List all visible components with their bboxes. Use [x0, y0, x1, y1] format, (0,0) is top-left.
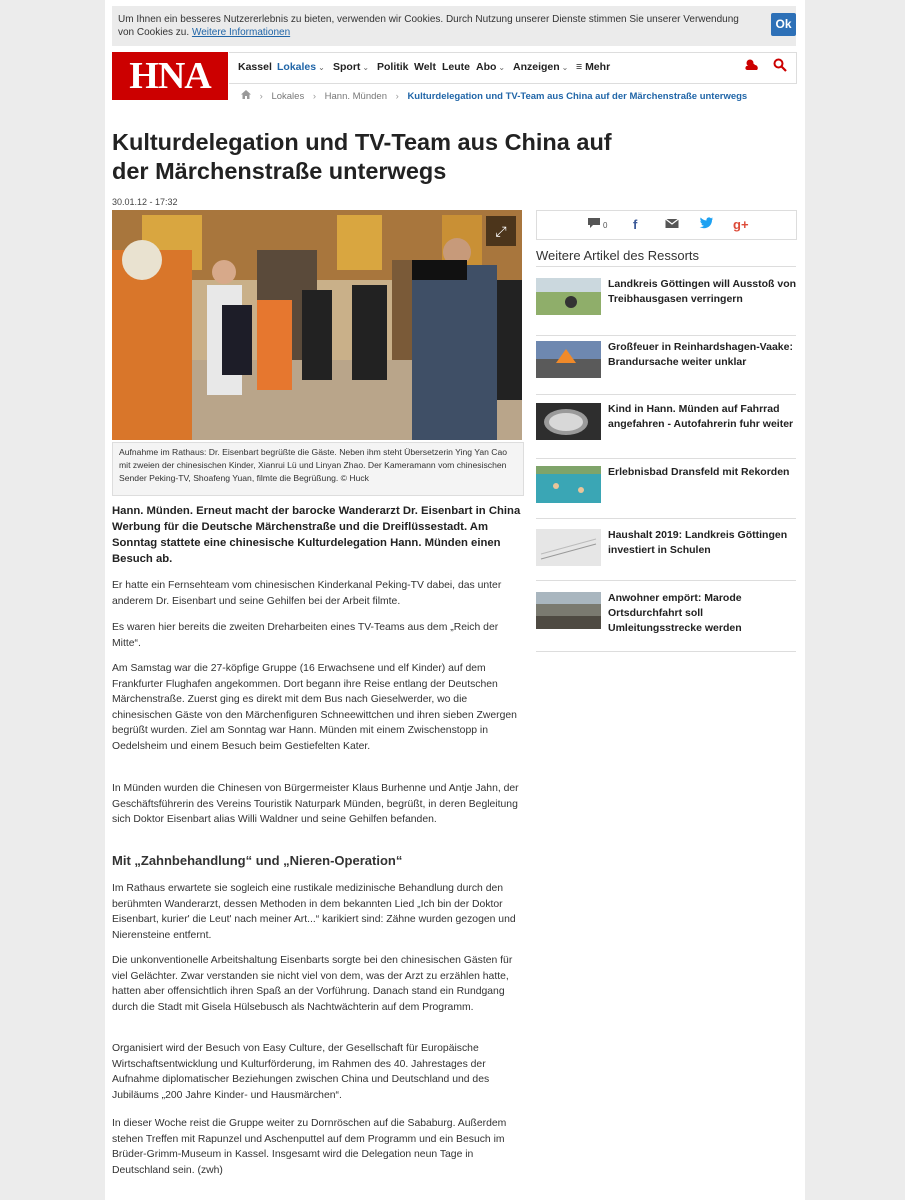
- nav-sport[interactable]: [333, 61, 369, 73]
- cookie-text-block: [118, 13, 748, 39]
- nav-politik[interactable]: Politik: [377, 61, 409, 73]
- nav-kassel[interactable]: Kassel: [238, 61, 272, 73]
- paragraph-1: Er hatte ein Fernsehteam vom chinesischen Kinderkanal Peking-TV dabei, das unter anderem Dr. Eisenbart und seine Gehilfen bei der Arbeit filmte.: [112, 580, 502, 607]
- home-icon[interactable]: [241, 91, 254, 102]
- share-bar: [536, 210, 797, 240]
- related-article-1[interactable]: [536, 278, 796, 318]
- related-article-6[interactable]: [536, 592, 796, 632]
- nav-leute[interactable]: Leute: [442, 61, 471, 73]
- related-title[interactable]: Großfeuer in Reinhardshagen-Vaake: Brandursache weiter unklar: [608, 341, 793, 368]
- breadcrumb-current: Kulturdelegation und TV-Team aus China auf der Märchenstraße unterwegs: [407, 91, 748, 102]
- chevron-down-icon: ⌄: [561, 63, 569, 72]
- paragraph-4: In Münden wurden die Chinesen von Bürgermeister Klaus Burhenne und Antje Jahn, der Geschäftsführerin des Vereins Touristik Naturpark Münden, begrüßt, in deren Begleitung sich Doktor Eisenbart alias Willi Waldner und seine Gehilfen befanden.: [112, 783, 519, 825]
- search-icon[interactable]: [773, 58, 787, 75]
- divider: [536, 651, 796, 652]
- page-title: Kulturdelegation und TV-Team aus China auf der Märchenstraße unterwegs: [112, 129, 612, 184]
- paragraph-6: Die unkonventionelle Arbeitshaltung Eisenbarts sorgte bei den chinesischen Gästen für viel Gelächter. Zwar verstanden sie nicht viel von dem, was der Arzt zu erzählen hatte, hatten aber offensichtlich ihren Spaß an der Vorführung. Danach stand ein Rundgang durch die Stadt mit Gisela Hülsebusch als Nachtwächterin auf dem Programm.: [112, 955, 513, 1013]
- nav-anzeigen-label: Anzeigen: [513, 61, 560, 73]
- nav-abo-label: Abo: [476, 61, 497, 73]
- thumb-illustration: [536, 529, 601, 566]
- related-article-5[interactable]: [536, 529, 796, 569]
- chevron-down-icon: ⌄: [318, 63, 325, 72]
- breadcrumb-hann-muenden[interactable]: Hann. Münden: [324, 91, 387, 102]
- menu-icon: ≡: [576, 61, 583, 73]
- breadcrumb: [241, 90, 753, 102]
- thumb-illustration: [536, 466, 601, 503]
- expand-icon[interactable]: ⤢: [486, 216, 516, 246]
- article-photo[interactable]: [112, 210, 522, 440]
- paragraph-2: Es waren hier bereits die zweiten Dreharbeiten eines TV-Teams aus dem „Reich der Mitte“.: [112, 622, 499, 649]
- photo-caption: Aufnahme im Rathaus: Dr. Eisenbart begrüßte die Gäste. Neben ihm steht Übersetzerin Ying Yan Cao mit zweien der chinesischen Kinder, Xianrui Lü und Linyan Zhao. Der Kameramann vom chinesischen Sender Peking-TV, Shoafeng Yuan, filmte die Begrüßung. © Huck: [112, 442, 524, 496]
- cookie-banner: [112, 6, 796, 46]
- divider: [536, 266, 796, 267]
- nav-anzeigen[interactable]: [513, 61, 568, 73]
- comment-icon-svg: [587, 217, 601, 229]
- twitter-icon-svg: [699, 217, 713, 229]
- facebook-icon[interactable]: f: [633, 217, 638, 232]
- thumb-illustration: [536, 341, 601, 378]
- comment-count: 0: [603, 221, 608, 230]
- mail-icon-svg: [665, 217, 679, 229]
- related-title[interactable]: Kind in Hann. Münden auf Fahrrad angefahren - Autofahrerin fuhr weiter: [608, 403, 794, 430]
- cookie-ok-button[interactable]: Ok: [771, 13, 796, 36]
- breadcrumb-separator: ›: [312, 91, 317, 102]
- search-icon-svg: [773, 58, 787, 72]
- related-thumb: [536, 529, 601, 566]
- chevron-down-icon: ⌄: [362, 63, 370, 72]
- related-article-2[interactable]: [536, 341, 796, 381]
- main-nav: [229, 52, 797, 84]
- related-article-4[interactable]: [536, 466, 796, 506]
- breadcrumb-separator: ›: [395, 91, 399, 102]
- thumb-illustration: [536, 278, 601, 315]
- related-title[interactable]: Landkreis Göttingen will Ausstoß von Treibhausgasen verringern: [608, 278, 797, 305]
- divider: [536, 394, 796, 395]
- paragraph-5: Im Rathaus erwartete sie sogleich eine rustikale medizinische Behandlung durch den berühmten Wanderarzt, dessen Methoden in dem bekannten Lied „Ich bin der Doktor Eisenbart, kurier' die Leut' nach meiner Art...“ karikiert sind: Zähne wurden gezogen und Nierensteine entfernt.: [112, 883, 516, 941]
- comment-icon[interactable]: [587, 217, 601, 232]
- google-plus-icon[interactable]: g+: [733, 217, 749, 232]
- paragraph-8: In dieser Woche reist die Gruppe weiter zu Dornröschen auf die Sababurg. Außerdem stehen Treffen mit Rapunzel und Aschenputtel auf dem Programm und ein Besuch im Brüder-Grimm-Museum in Kassel. Insgesamt wird die Delegation neun Tage in Deutschland sein. (zwh): [112, 1118, 507, 1176]
- nav-lokales[interactable]: [277, 61, 325, 73]
- related-thumb: [536, 592, 601, 629]
- related-thumb: [536, 341, 601, 378]
- thumb-illustration: [536, 592, 601, 629]
- related-title[interactable]: Erlebnisbad Dransfeld mit Rekorden: [608, 466, 790, 478]
- mail-icon[interactable]: [665, 217, 679, 232]
- related-title[interactable]: Anwohner empört: Marode Ortsdurchfahrt soll Umleitungsstrecke werden: [608, 592, 742, 634]
- page: [105, 0, 805, 1200]
- nav-sport-label: Sport: [333, 61, 361, 73]
- divider: [536, 518, 796, 519]
- nav-abo[interactable]: [476, 61, 505, 73]
- related-thumb: [536, 466, 601, 503]
- divider: [536, 335, 796, 336]
- article-lead: Hann. Münden. Erneut macht der barocke Wanderarzt Dr. Eisenbart in China Werbung für die Deutsche Märchenstraße und die Dreiflüssestadt. Am Sonntag stattete eine chinesische Kulturdelegation Hann. Münden einen Besuch ab.: [112, 505, 521, 565]
- weather-icon-svg: [744, 58, 760, 72]
- paragraph-3: Am Samstag war die 27-köpfige Gruppe (16 Erwachsene und elf Kinder) auf dem Frankfurter Flughafen angekommen. Dort begann ihre Reise entlang der Deutschen Märchenstraße. Zuerst ging es direkt mit dem Bus nach Gieselwerder, wo die chinesischen Gäste von den Märchenfiguren Schneewittchen und ihren sieben Zwergen begrüßt wurden. Ziel am Sonntag war Hann. Münden mit einem Zwischenstopp in Oedelsheim und einem Besuch beim Gestiefelten Kater.: [112, 663, 517, 752]
- hna-logo[interactable]: HNA: [112, 52, 228, 100]
- home-icon-svg: [241, 90, 251, 99]
- twitter-icon[interactable]: [699, 217, 713, 232]
- nav-lokales-label: Lokales: [277, 61, 317, 73]
- nav-welt[interactable]: Welt: [414, 61, 436, 73]
- chevron-down-icon: ⌄: [498, 63, 506, 72]
- article-subheading: Mit „Zahnbehandlung“ und „Nieren-Operation“: [112, 853, 403, 868]
- related-thumb: [536, 403, 601, 440]
- breadcrumb-lokales[interactable]: Lokales: [271, 91, 305, 102]
- weather-icon[interactable]: [744, 58, 760, 75]
- breadcrumb-separator: ›: [259, 91, 263, 102]
- photo-illustration: [112, 210, 522, 440]
- nav-mehr-label: Mehr: [585, 61, 611, 73]
- paragraph-7: Organisiert wird der Besuch von Easy Culture, der Gesellschaft für Europäische Wirtschaftsentwicklung und Kulturförderung, im Rahmen des 40. Jahrestages der Aufnahme diplomatischer Beziehungen zwischen China und Deutschland und des Jubiläums „200 Jahre Kinder- und Hausmärchen“.: [112, 1043, 490, 1101]
- article-date: 30.01.12 - 17:32: [112, 197, 178, 207]
- sidebar-title: Weitere Artikel des Ressorts: [536, 248, 700, 263]
- cookie-text: Um Ihnen ein besseres Nutzererlebnis zu bieten, verwenden wir Cookies. Durch Nutzung unserer Dienste stimmen Sie unserer Verwendung von Cookies zu.: [118, 14, 739, 38]
- divider: [536, 580, 796, 581]
- divider: [536, 458, 796, 459]
- cookie-more-link[interactable]: Weitere Informationen: [191, 27, 291, 38]
- related-title[interactable]: Haushalt 2019: Landkreis Göttingen investiert in Schulen: [608, 529, 788, 556]
- related-article-3[interactable]: [536, 403, 796, 443]
- thumb-illustration: [536, 403, 601, 440]
- related-thumb: [536, 278, 601, 315]
- nav-mehr[interactable]: [576, 61, 610, 73]
